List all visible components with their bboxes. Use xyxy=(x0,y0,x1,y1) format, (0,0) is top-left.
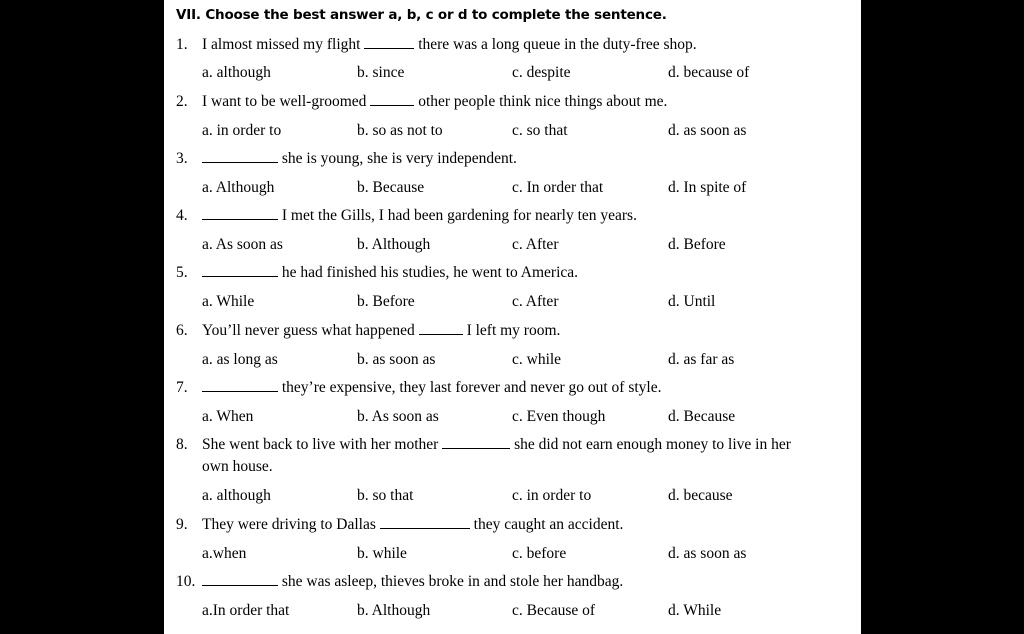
option-d: d. Before xyxy=(668,236,726,253)
question-text-after-blank: she was asleep, thieves broke in and stole her handbag. xyxy=(281,573,624,590)
question-text-after-blank: they caught an accident. xyxy=(473,516,624,533)
option-a: a.In order that xyxy=(202,602,290,619)
option-d: d. Until xyxy=(668,293,716,310)
question-text xyxy=(202,516,623,534)
option-b: b. Although xyxy=(357,236,431,253)
answer-blank xyxy=(370,93,414,106)
option-c: c. Because of xyxy=(512,602,596,619)
question-text xyxy=(202,436,791,454)
answer-blank xyxy=(419,322,463,335)
question-text xyxy=(202,207,637,225)
option-d: d. While xyxy=(668,602,722,619)
option-c: c. despite xyxy=(512,64,571,81)
option-c: c. In order that xyxy=(512,179,604,196)
option-c: c. while xyxy=(512,351,562,368)
worksheet-page xyxy=(164,0,861,634)
option-a: a. in order to xyxy=(202,122,282,139)
question-number: 1. xyxy=(176,36,188,53)
answer-blank xyxy=(202,150,278,163)
question-number: 9. xyxy=(176,516,188,533)
answer-blank xyxy=(202,379,278,392)
option-b: b. Although xyxy=(357,602,431,619)
option-a: a. As soon as xyxy=(202,236,283,253)
question-number: 3. xyxy=(176,150,188,167)
answer-blank xyxy=(202,207,278,220)
option-a: a. although xyxy=(202,487,271,504)
question-text-after-blank: they’re expensive, they last forever and never go out of style. xyxy=(281,379,662,396)
option-b: b. Before xyxy=(357,293,415,310)
question-text xyxy=(202,150,517,168)
option-d: d. because of xyxy=(668,64,750,81)
option-a: a.when xyxy=(202,545,247,562)
answer-blank xyxy=(202,573,278,586)
question-text-before-blank: She went back to live with her mother xyxy=(202,436,439,453)
question-number: 7. xyxy=(176,379,188,396)
question-text-after-blank: other people think nice things about me. xyxy=(418,93,668,110)
question-number: 2. xyxy=(176,93,188,110)
question-text-before-blank: You’ll never guess what happened xyxy=(202,322,415,339)
question-text xyxy=(202,264,578,282)
option-c: c. Even though xyxy=(512,408,606,425)
question-number: 8. xyxy=(176,436,188,453)
question-text-after-blank: I left my room. xyxy=(466,322,561,339)
option-c: c. After xyxy=(512,293,559,310)
answer-blank xyxy=(380,516,470,529)
question-text xyxy=(202,322,560,340)
option-b: b. while xyxy=(357,545,407,562)
question-number: 5. xyxy=(176,264,188,281)
option-c: c. in order to xyxy=(512,487,592,504)
option-a: a. When xyxy=(202,408,254,425)
option-b: b. Because xyxy=(357,179,425,196)
exercise-heading: VII. Choose the best answer a, b, c or d to complete the sentence. xyxy=(176,7,667,23)
question-text-after-blank: I met the Gills, I had been gardening for nearly ten years. xyxy=(281,207,637,224)
option-d: d. because xyxy=(668,487,733,504)
option-b: b. so as not to xyxy=(357,122,443,139)
option-b: b. since xyxy=(357,64,405,81)
question-text-before-blank: I almost missed my flight xyxy=(202,36,361,53)
question-text xyxy=(202,573,623,591)
option-d: d. as soon as xyxy=(668,122,747,139)
option-d: d. as soon as xyxy=(668,545,747,562)
question-text xyxy=(202,93,667,111)
option-b: b. so that xyxy=(357,487,414,504)
question-number: 6. xyxy=(176,322,188,339)
question-text-continued: own house. xyxy=(202,458,273,475)
question-text-before-blank: They were driving to Dallas xyxy=(202,516,376,533)
option-c: c. before xyxy=(512,545,567,562)
option-a: a. While xyxy=(202,293,255,310)
option-c: c. so that xyxy=(512,122,568,139)
question-number: 10. xyxy=(176,573,196,590)
option-d: d. Because xyxy=(668,408,736,425)
option-b: b. As soon as xyxy=(357,408,439,425)
question-text-after-blank: he had finished his studies, he went to America. xyxy=(281,264,579,281)
question-number: 4. xyxy=(176,207,188,224)
option-a: a. as long as xyxy=(202,351,278,368)
question-text-after-blank: there was a long queue in the duty-free shop. xyxy=(418,36,697,53)
answer-blank xyxy=(202,264,278,277)
answer-blank xyxy=(364,36,414,49)
question-text xyxy=(202,36,697,54)
question-text-before-blank: I want to be well-groomed xyxy=(202,93,367,110)
question-text xyxy=(202,379,662,397)
answer-blank xyxy=(442,436,510,449)
option-a: a. Although xyxy=(202,179,275,196)
question-text-after-blank: she did not earn enough money to live in her xyxy=(514,436,791,453)
option-c: c. After xyxy=(512,236,559,253)
option-b: b. as soon as xyxy=(357,351,436,368)
option-d: d. as far as xyxy=(668,351,735,368)
option-d: d. In spite of xyxy=(668,179,747,196)
option-a: a. although xyxy=(202,64,271,81)
question-text-after-blank: she is young, she is very independent. xyxy=(281,150,517,167)
